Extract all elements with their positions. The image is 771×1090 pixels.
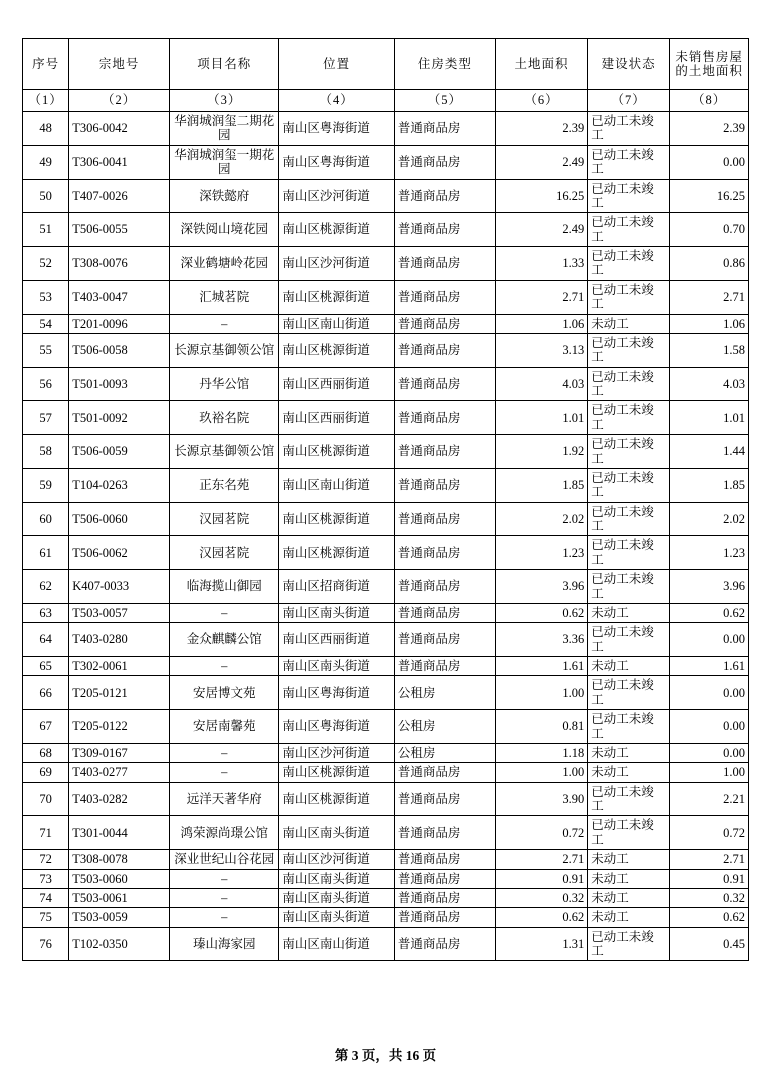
table-row [23, 502, 749, 536]
cell-land-area: 1.85 [495, 468, 587, 502]
cell-housing-type: 普通商品房 [394, 112, 495, 146]
cell-construction-status: 未动工 [588, 763, 670, 782]
cell-land-area: 0.32 [495, 888, 587, 907]
cell-construction-status: 未动工 [588, 908, 670, 927]
cell-unsold-land-area: 1.06 [670, 314, 749, 333]
cell-seq: 62 [23, 570, 69, 604]
cell-unsold-land-area: 3.96 [670, 570, 749, 604]
table-row [23, 179, 749, 213]
cell-project-name: 瑧山海家园 [170, 927, 279, 961]
cell-parcel-code: T201-0096 [69, 314, 170, 333]
cell-unsold-land-area: 1.44 [670, 435, 749, 469]
cell-project-name: 汇城茗院 [170, 280, 279, 314]
column-number-4: （4） [279, 90, 395, 112]
land-parcel-table [22, 38, 749, 961]
cell-project-name: – [170, 888, 279, 907]
cell-construction-status: 已动工未竣工 [588, 927, 670, 961]
table-row [23, 710, 749, 744]
cell-unsold-land-area: 1.23 [670, 536, 749, 570]
cell-unsold-land-area: 0.00 [670, 676, 749, 710]
cell-project-name: 临海揽山御园 [170, 570, 279, 604]
cell-parcel-code: T403-0282 [69, 782, 170, 816]
header-parcel-code: 宗地号 [69, 39, 170, 90]
cell-unsold-land-area: 0.00 [670, 710, 749, 744]
header-unsold-land-area: 未销售房屋的土地面积 [670, 39, 749, 90]
cell-land-area: 2.71 [495, 850, 587, 869]
table-row [23, 869, 749, 888]
cell-housing-type: 普通商品房 [394, 657, 495, 676]
table-body [23, 112, 749, 961]
header-land-area: 土地面积 [495, 39, 587, 90]
cell-parcel-code: T302-0061 [69, 657, 170, 676]
cell-project-name: – [170, 743, 279, 762]
cell-housing-type: 普通商品房 [394, 333, 495, 367]
table-row [23, 247, 749, 281]
cell-parcel-code: T306-0042 [69, 112, 170, 146]
cell-construction-status: 已动工未竣工 [588, 623, 670, 657]
cell-land-area: 0.62 [495, 908, 587, 927]
cell-construction-status: 已动工未竣工 [588, 213, 670, 247]
cell-location: 南山区桃源街道 [279, 280, 395, 314]
cell-location: 南山区南头街道 [279, 603, 395, 622]
cell-parcel-code: T403-0277 [69, 763, 170, 782]
cell-seq: 51 [23, 213, 69, 247]
cell-location: 南山区沙河街道 [279, 247, 395, 281]
cell-parcel-code: T308-0076 [69, 247, 170, 281]
cell-parcel-code: T503-0060 [69, 869, 170, 888]
cell-project-name: 长源京基御领公馆 [170, 435, 279, 469]
cell-location: 南山区沙河街道 [279, 850, 395, 869]
cell-project-name: 汉园茗院 [170, 536, 279, 570]
cell-land-area: 3.13 [495, 333, 587, 367]
cell-unsold-land-area: 0.70 [670, 213, 749, 247]
cell-parcel-code: K407-0033 [69, 570, 170, 604]
cell-project-name: – [170, 657, 279, 676]
cell-parcel-code: T503-0059 [69, 908, 170, 927]
cell-unsold-land-area: 2.39 [670, 112, 749, 146]
column-number-6: （6） [495, 90, 587, 112]
cell-housing-type: 普通商品房 [394, 145, 495, 179]
cell-unsold-land-area: 1.61 [670, 657, 749, 676]
cell-parcel-code: T506-0055 [69, 213, 170, 247]
cell-unsold-land-area: 0.00 [670, 623, 749, 657]
cell-parcel-code: T309-0167 [69, 743, 170, 762]
table-row [23, 570, 749, 604]
table-row [23, 367, 749, 401]
cell-housing-type: 普通商品房 [394, 314, 495, 333]
column-number-7: （7） [588, 90, 670, 112]
header-housing-type: 住房类型 [394, 39, 495, 90]
cell-seq: 57 [23, 401, 69, 435]
cell-housing-type: 普通商品房 [394, 888, 495, 907]
cell-seq: 68 [23, 743, 69, 762]
table-row [23, 888, 749, 907]
table-column-number-row [23, 90, 749, 112]
cell-parcel-code: T503-0057 [69, 603, 170, 622]
cell-location: 南山区桃源街道 [279, 435, 395, 469]
cell-land-area: 4.03 [495, 367, 587, 401]
cell-project-name: – [170, 763, 279, 782]
cell-unsold-land-area: 2.71 [670, 280, 749, 314]
cell-location: 南山区桃源街道 [279, 536, 395, 570]
cell-parcel-code: T501-0093 [69, 367, 170, 401]
cell-construction-status: 已动工未竣工 [588, 333, 670, 367]
cell-parcel-code: T102-0350 [69, 927, 170, 961]
cell-unsold-land-area: 4.03 [670, 367, 749, 401]
cell-unsold-land-area: 0.91 [670, 869, 749, 888]
cell-project-name: 深铁阅山境花园 [170, 213, 279, 247]
cell-housing-type: 普通商品房 [394, 570, 495, 604]
cell-location: 南山区桃源街道 [279, 782, 395, 816]
cell-housing-type: 普通商品房 [394, 603, 495, 622]
cell-unsold-land-area: 0.00 [670, 743, 749, 762]
cell-location: 南山区粤海街道 [279, 145, 395, 179]
cell-unsold-land-area: 1.85 [670, 468, 749, 502]
cell-project-name: 玖裕名院 [170, 401, 279, 435]
cell-construction-status: 已动工未竣工 [588, 112, 670, 146]
cell-project-name: – [170, 603, 279, 622]
cell-seq: 74 [23, 888, 69, 907]
header-location: 位置 [279, 39, 395, 90]
table-row [23, 435, 749, 469]
cell-housing-type: 普通商品房 [394, 850, 495, 869]
cell-housing-type: 普通商品房 [394, 623, 495, 657]
cell-unsold-land-area: 0.62 [670, 908, 749, 927]
cell-seq: 53 [23, 280, 69, 314]
cell-seq: 54 [23, 314, 69, 333]
table-row [23, 763, 749, 782]
cell-unsold-land-area: 0.86 [670, 247, 749, 281]
cell-construction-status: 已动工未竣工 [588, 536, 670, 570]
table-row [23, 401, 749, 435]
cell-unsold-land-area: 1.58 [670, 333, 749, 367]
cell-construction-status: 已动工未竣工 [588, 570, 670, 604]
cell-location: 南山区南头街道 [279, 657, 395, 676]
table-row [23, 908, 749, 927]
cell-construction-status: 已动工未竣工 [588, 676, 670, 710]
cell-housing-type: 普通商品房 [394, 763, 495, 782]
cell-project-name: 深铁懿府 [170, 179, 279, 213]
cell-parcel-code: T104-0263 [69, 468, 170, 502]
cell-seq: 58 [23, 435, 69, 469]
cell-construction-status: 已动工未竣工 [588, 280, 670, 314]
cell-unsold-land-area: 0.62 [670, 603, 749, 622]
cell-seq: 67 [23, 710, 69, 744]
cell-seq: 72 [23, 850, 69, 869]
cell-location: 南山区南山街道 [279, 927, 395, 961]
cell-unsold-land-area: 0.45 [670, 927, 749, 961]
cell-housing-type: 普通商品房 [394, 468, 495, 502]
cell-construction-status: 未动工 [588, 603, 670, 622]
cell-project-name: – [170, 908, 279, 927]
table-row [23, 468, 749, 502]
cell-location: 南山区南头街道 [279, 816, 395, 850]
cell-land-area: 3.36 [495, 623, 587, 657]
cell-land-area: 1.01 [495, 401, 587, 435]
table-row [23, 213, 749, 247]
table-row [23, 314, 749, 333]
cell-unsold-land-area: 0.72 [670, 816, 749, 850]
cell-land-area: 1.00 [495, 676, 587, 710]
cell-parcel-code: T306-0041 [69, 145, 170, 179]
table-row [23, 850, 749, 869]
cell-location: 南山区南山街道 [279, 314, 395, 333]
column-number-8: （8） [670, 90, 749, 112]
cell-parcel-code: T407-0026 [69, 179, 170, 213]
table-row [23, 112, 749, 146]
cell-construction-status: 已动工未竣工 [588, 367, 670, 401]
cell-parcel-code: T301-0044 [69, 816, 170, 850]
cell-location: 南山区西丽街道 [279, 367, 395, 401]
column-number-3: （3） [170, 90, 279, 112]
cell-housing-type: 普通商品房 [394, 367, 495, 401]
cell-housing-type: 公租房 [394, 743, 495, 762]
column-number-2: （2） [69, 90, 170, 112]
cell-location: 南山区南头街道 [279, 869, 395, 888]
cell-project-name: – [170, 314, 279, 333]
cell-land-area: 3.90 [495, 782, 587, 816]
cell-seq: 70 [23, 782, 69, 816]
cell-location: 南山区招商街道 [279, 570, 395, 604]
cell-unsold-land-area: 2.02 [670, 502, 749, 536]
cell-parcel-code: T205-0122 [69, 710, 170, 744]
cell-location: 南山区桃源街道 [279, 502, 395, 536]
cell-project-name: 丹华公馆 [170, 367, 279, 401]
table-row [23, 927, 749, 961]
cell-land-area: 1.06 [495, 314, 587, 333]
cell-parcel-code: T506-0060 [69, 502, 170, 536]
table-row [23, 536, 749, 570]
cell-housing-type: 普通商品房 [394, 502, 495, 536]
cell-construction-status: 未动工 [588, 869, 670, 888]
cell-parcel-code: T506-0058 [69, 333, 170, 367]
cell-construction-status: 已动工未竣工 [588, 468, 670, 502]
cell-parcel-code: T403-0047 [69, 280, 170, 314]
cell-land-area: 2.49 [495, 145, 587, 179]
page-footer: 第 3 页，共 16 页 [334, 1048, 437, 1063]
cell-housing-type: 普通商品房 [394, 869, 495, 888]
cell-housing-type: 普通商品房 [394, 927, 495, 961]
cell-unsold-land-area: 16.25 [670, 179, 749, 213]
cell-parcel-code: T403-0280 [69, 623, 170, 657]
table-row [23, 676, 749, 710]
cell-parcel-code: T308-0078 [69, 850, 170, 869]
cell-location: 南山区桃源街道 [279, 333, 395, 367]
cell-seq: 48 [23, 112, 69, 146]
cell-construction-status: 已动工未竣工 [588, 179, 670, 213]
cell-seq: 75 [23, 908, 69, 927]
table-row [23, 743, 749, 762]
cell-project-name: 华润城润玺一期花园 [170, 145, 279, 179]
cell-seq: 71 [23, 816, 69, 850]
cell-parcel-code: T506-0059 [69, 435, 170, 469]
table-header-row [23, 39, 749, 90]
cell-construction-status: 未动工 [588, 657, 670, 676]
cell-construction-status: 未动工 [588, 314, 670, 333]
cell-unsold-land-area: 1.00 [670, 763, 749, 782]
cell-location: 南山区南头街道 [279, 908, 395, 927]
cell-project-name: 华润城润玺二期花园 [170, 112, 279, 146]
cell-parcel-code: T503-0061 [69, 888, 170, 907]
cell-unsold-land-area: 2.21 [670, 782, 749, 816]
table-row [23, 333, 749, 367]
cell-seq: 69 [23, 763, 69, 782]
header-project-name: 项目名称 [170, 39, 279, 90]
cell-housing-type: 普通商品房 [394, 401, 495, 435]
cell-housing-type: 普通商品房 [394, 782, 495, 816]
cell-construction-status: 已动工未竣工 [588, 247, 670, 281]
cell-land-area: 0.62 [495, 603, 587, 622]
cell-housing-type: 公租房 [394, 710, 495, 744]
cell-seq: 65 [23, 657, 69, 676]
cell-location: 南山区粤海街道 [279, 710, 395, 744]
cell-construction-status: 已动工未竣工 [588, 816, 670, 850]
cell-construction-status: 未动工 [588, 888, 670, 907]
cell-location: 南山区粤海街道 [279, 676, 395, 710]
table-row [23, 280, 749, 314]
cell-project-name: 鸿荣源尚璟公馆 [170, 816, 279, 850]
cell-housing-type: 普通商品房 [394, 179, 495, 213]
cell-land-area: 1.92 [495, 435, 587, 469]
cell-land-area: 0.81 [495, 710, 587, 744]
cell-project-name: 深业鹤塘岭花园 [170, 247, 279, 281]
table-row [23, 782, 749, 816]
header-construction-status: 建设状态 [588, 39, 670, 90]
cell-location: 南山区桃源街道 [279, 763, 395, 782]
cell-project-name: 长源京基御领公馆 [170, 333, 279, 367]
cell-location: 南山区南头街道 [279, 888, 395, 907]
cell-project-name: 正东名苑 [170, 468, 279, 502]
cell-project-name: – [170, 869, 279, 888]
cell-land-area: 0.91 [495, 869, 587, 888]
cell-project-name: 安居南馨苑 [170, 710, 279, 744]
cell-housing-type: 普通商品房 [394, 247, 495, 281]
cell-housing-type: 公租房 [394, 676, 495, 710]
cell-project-name: 深业世纪山谷花园 [170, 850, 279, 869]
cell-housing-type: 普通商品房 [394, 435, 495, 469]
cell-housing-type: 普通商品房 [394, 280, 495, 314]
table-header [23, 39, 749, 112]
cell-land-area: 2.02 [495, 502, 587, 536]
cell-construction-status: 已动工未竣工 [588, 401, 670, 435]
cell-housing-type: 普通商品房 [394, 816, 495, 850]
cell-land-area: 1.31 [495, 927, 587, 961]
cell-project-name: 金众麒麟公馆 [170, 623, 279, 657]
header-seq: 序号 [23, 39, 69, 90]
cell-location: 南山区南山街道 [279, 468, 395, 502]
cell-unsold-land-area: 0.00 [670, 145, 749, 179]
cell-location: 南山区西丽街道 [279, 401, 395, 435]
cell-land-area: 1.61 [495, 657, 587, 676]
cell-seq: 52 [23, 247, 69, 281]
cell-parcel-code: T506-0062 [69, 536, 170, 570]
cell-land-area: 16.25 [495, 179, 587, 213]
cell-project-name: 安居博文苑 [170, 676, 279, 710]
column-number-1: （1） [23, 90, 69, 112]
cell-construction-status: 已动工未竣工 [588, 782, 670, 816]
cell-land-area: 1.33 [495, 247, 587, 281]
cell-seq: 60 [23, 502, 69, 536]
cell-land-area: 1.00 [495, 763, 587, 782]
cell-location: 南山区桃源街道 [279, 213, 395, 247]
cell-unsold-land-area: 1.01 [670, 401, 749, 435]
column-number-5: （5） [394, 90, 495, 112]
cell-project-name: 远洋天著华府 [170, 782, 279, 816]
cell-unsold-land-area: 0.32 [670, 888, 749, 907]
table-row [23, 816, 749, 850]
cell-seq: 73 [23, 869, 69, 888]
cell-seq: 76 [23, 927, 69, 961]
cell-seq: 66 [23, 676, 69, 710]
cell-construction-status: 已动工未竣工 [588, 502, 670, 536]
cell-seq: 49 [23, 145, 69, 179]
cell-location: 南山区西丽街道 [279, 623, 395, 657]
cell-seq: 59 [23, 468, 69, 502]
cell-location: 南山区沙河街道 [279, 743, 395, 762]
table-row [23, 145, 749, 179]
cell-land-area: 3.96 [495, 570, 587, 604]
cell-construction-status: 已动工未竣工 [588, 710, 670, 744]
cell-housing-type: 普通商品房 [394, 213, 495, 247]
cell-seq: 50 [23, 179, 69, 213]
table-row [23, 657, 749, 676]
cell-location: 南山区粤海街道 [279, 112, 395, 146]
cell-seq: 61 [23, 536, 69, 570]
cell-land-area: 2.39 [495, 112, 587, 146]
cell-project-name: 汉园茗院 [170, 502, 279, 536]
cell-land-area: 1.18 [495, 743, 587, 762]
cell-seq: 56 [23, 367, 69, 401]
cell-land-area: 0.72 [495, 816, 587, 850]
cell-housing-type: 普通商品房 [394, 908, 495, 927]
cell-construction-status: 已动工未竣工 [588, 145, 670, 179]
cell-land-area: 2.71 [495, 280, 587, 314]
cell-seq: 64 [23, 623, 69, 657]
table-row [23, 623, 749, 657]
cell-construction-status: 已动工未竣工 [588, 435, 670, 469]
cell-unsold-land-area: 2.71 [670, 850, 749, 869]
cell-land-area: 1.23 [495, 536, 587, 570]
cell-parcel-code: T205-0121 [69, 676, 170, 710]
cell-housing-type: 普通商品房 [394, 536, 495, 570]
table-row [23, 603, 749, 622]
cell-seq: 63 [23, 603, 69, 622]
cell-construction-status: 未动工 [588, 743, 670, 762]
cell-land-area: 2.49 [495, 213, 587, 247]
cell-construction-status: 未动工 [588, 850, 670, 869]
cell-seq: 55 [23, 333, 69, 367]
cell-location: 南山区沙河街道 [279, 179, 395, 213]
cell-parcel-code: T501-0092 [69, 401, 170, 435]
